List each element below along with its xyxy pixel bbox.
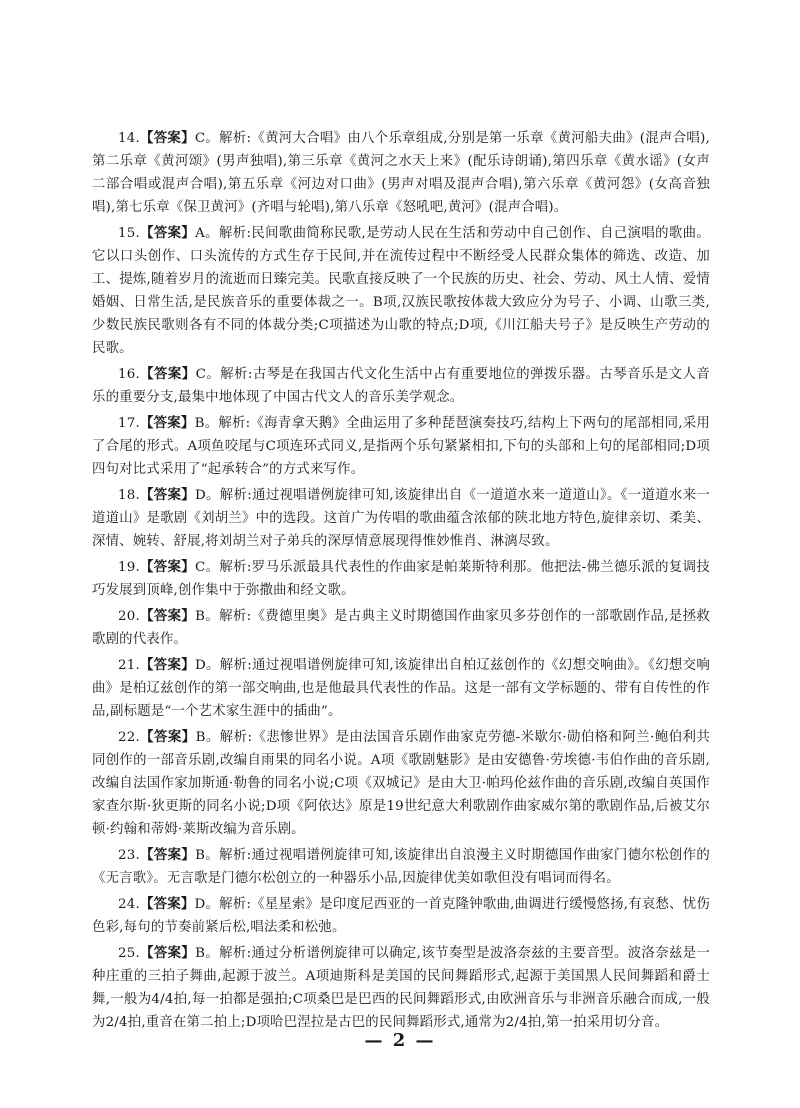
entry-number: 22. [118,730,140,745]
answer-label: 【答案】 [139,657,195,673]
entry-number: 24. [118,897,140,912]
answer-entry-22 [92,726,710,841]
entry-text: D。解析:通过视唱谱例旋律可知,该旋律出自柏辽兹创作的《幻想交响曲》。《幻想交响曲》是柏辽兹创作的第一部交响曲,也是他最具代表性的作品。这是一部有文学标题的、带有自传性的作品,副标题是“一个艺术家生涯中的插曲”。 [92,658,710,719]
answer-label: 【答案】 [139,945,196,961]
page-number: — 2 — [364,1030,436,1051]
answer-label: 【答案】 [139,896,195,912]
entry-text: C。解析:罗马乐派最具代表性的作曲家是帕莱斯特利那。他把法-佛兰德乐派的复调技巧发展到顶峰,创作集中于弥撒曲和经文歌。 [92,560,710,598]
entry-text: B。解析:《悲惨世界》是由法国音乐剧作曲家克劳德-米歇尔·勋伯格和阿兰·鲍伯利共同创作的一部音乐剧,改编自雨果的同名小说。A项《歌剧魅影》是由安德鲁·劳埃德·韦伯作曲的音乐剧,改编自法国作家加斯通·勒鲁的同名小说;C项《双城记》是由大卫·帕玛伦兹作曲的音乐剧,改编自英国作家查尔斯·狄更斯的同名小说;D项《阿依达》原是19世纪意大利歌剧作曲家威尔第的歌剧作品,后被艾尔顿·约翰和蒂姆·莱斯改编为音乐剧。 [92,730,710,837]
answer-entry-14 [92,127,710,219]
answer-entry-15 [92,222,710,360]
answer-entry-17 [92,412,710,481]
answer-entry-19 [92,556,710,602]
answer-entry-21 [92,654,710,723]
entry-number: 20. [118,609,140,624]
entry-text: B。解析:《海青拿天鹅》全曲运用了多种琵琶演奏技巧,结构上下两句的尾部相同,采用了合尾的形式。A项鱼咬尾与C项连环式同义,是指两个乐句紧紧相扣,下句的头部和上句的尾部相同;D项四句对比式采用了“起承转合”的方式来写作。 [92,416,710,477]
entry-number: 19. [118,560,140,575]
answer-label: 【答案】 [139,225,196,241]
entry-number: 18. [118,488,140,503]
entry-text: D。解析:《星星索》是印度尼西亚的一首克隆钟歌曲,曲调进行缓慢悠扬,有哀愁、忧伤色彩,每句的节奏前紧后松,唱法柔和松弛。 [92,897,710,935]
answer-label: 【答案】 [139,487,195,503]
answer-label: 【答案】 [139,608,196,624]
entry-number: 21. [118,658,140,673]
answer-label: 【答案】 [139,559,196,575]
answer-entry-16 [92,363,710,409]
answer-entry-20 [92,605,710,651]
answer-entry-24 [92,893,710,939]
answer-entry-18 [92,484,710,553]
answer-entry-23 [92,844,710,890]
answer-label: 【答案】 [139,130,195,146]
answer-label: 【答案】 [139,729,196,745]
answer-page [92,127,710,1037]
entry-text: A。解析:民间歌曲简称民歌,是劳动人民在生活和劳动中自己创作、自己演唱的歌曲。它以口头创作、口头流传的方式生存于民间,并在流传过程中不断经受人民群众集体的筛选、改造、加工、提炼,随着岁月的流逝而日臻完美。民歌直接反映了一个民族的历史、社会、劳动、风土人情、爱情婚姻、日常生活,是民族音乐的重要体裁之一。B项,汉族民歌按体裁大致应分为号子、小调、山歌三类,少数民族民歌则各有不同的体裁分类;C项描述为山歌的特点;D项,《川江船夫号子》是反映生产劳动的民歌。 [92,226,710,356]
entry-text: C。解析:古琴是在我国古代文化生活中占有重要地位的弹拨乐器。古琴音乐是文人音乐的重要分支,最集中地体现了中国古代文人的音乐美学观念。 [92,367,710,405]
entry-number: 23. [118,848,140,863]
entry-text: B。解析:《费德里奥》是古典主义时期德国作曲家贝多芬创作的一部歌剧作品,是拯救歌剧的代表作。 [92,609,710,647]
entry-number: 17. [118,416,140,431]
answer-entry-25 [92,942,710,1034]
answer-label: 【答案】 [139,415,195,431]
entry-text: B。解析:通过分析谱例旋律可以确定,该节奏型是波洛奈兹的主要音型。波洛奈兹是一种庄重的三拍子舞曲,起源于波兰。A项迪斯科是美国的民间舞蹈形式,起源于美国黑人民间舞蹈和爵士舞,一般为4/4拍,每一拍都是强拍;C项桑巴是巴西的民间舞蹈形式,由欧洲音乐与非洲音乐融合而成,一般为2/4拍,重音在第二拍上;D项哈巴涅拉是古巴的民间舞蹈形式,通常为2/4拍,第一拍采用切分音。 [92,946,710,1030]
entry-text: D。解析:通过视唱谱例旋律可知,该旋律出自《一道道水来一道道山》。《一道道水来一道道山》是歌剧《刘胡兰》中的选段。这首广为传唱的歌曲蕴含浓郁的陕北地方特色,旋律亲切、柔美、深情、婉转、舒展,将刘胡兰对子弟兵的深厚情意展现得惟妙惟肖、淋漓尽致。 [92,488,710,549]
entry-number: 25. [118,946,140,961]
entry-number: 15. [118,226,140,241]
entry-text: C。解析:《黄河大合唱》由八个乐章组成,分别是第一乐章《黄河船夫曲》(混声合唱),第二乐章《黄河颂》(男声独唱),第三乐章《黄河之水天上来》(配乐诗朗诵),第四乐章《黄水谣》(女声二部合唱或混声合唱),第五乐章《河边对口曲》(男声对唱及混声合唱),第六乐章《黄河怨》(女高音独唱),第七乐章《保卫黄河》(齐唱与轮唱),第八乐章《怒吼吧,黄河》(混声合唱)。 [92,131,710,215]
answer-label: 【答案】 [139,366,196,382]
entry-text: B。解析:通过视唱谱例旋律可知,该旋律出自浪漫主义时期德国作曲家门德尔松创作的《无言歌》。无言歌是门德尔松创立的一种器乐小品,因旋律优美如歌但没有唱词而得名。 [92,848,710,886]
answer-label: 【答案】 [139,847,196,863]
entry-number: 16. [118,367,140,382]
entry-number: 14. [118,131,140,146]
